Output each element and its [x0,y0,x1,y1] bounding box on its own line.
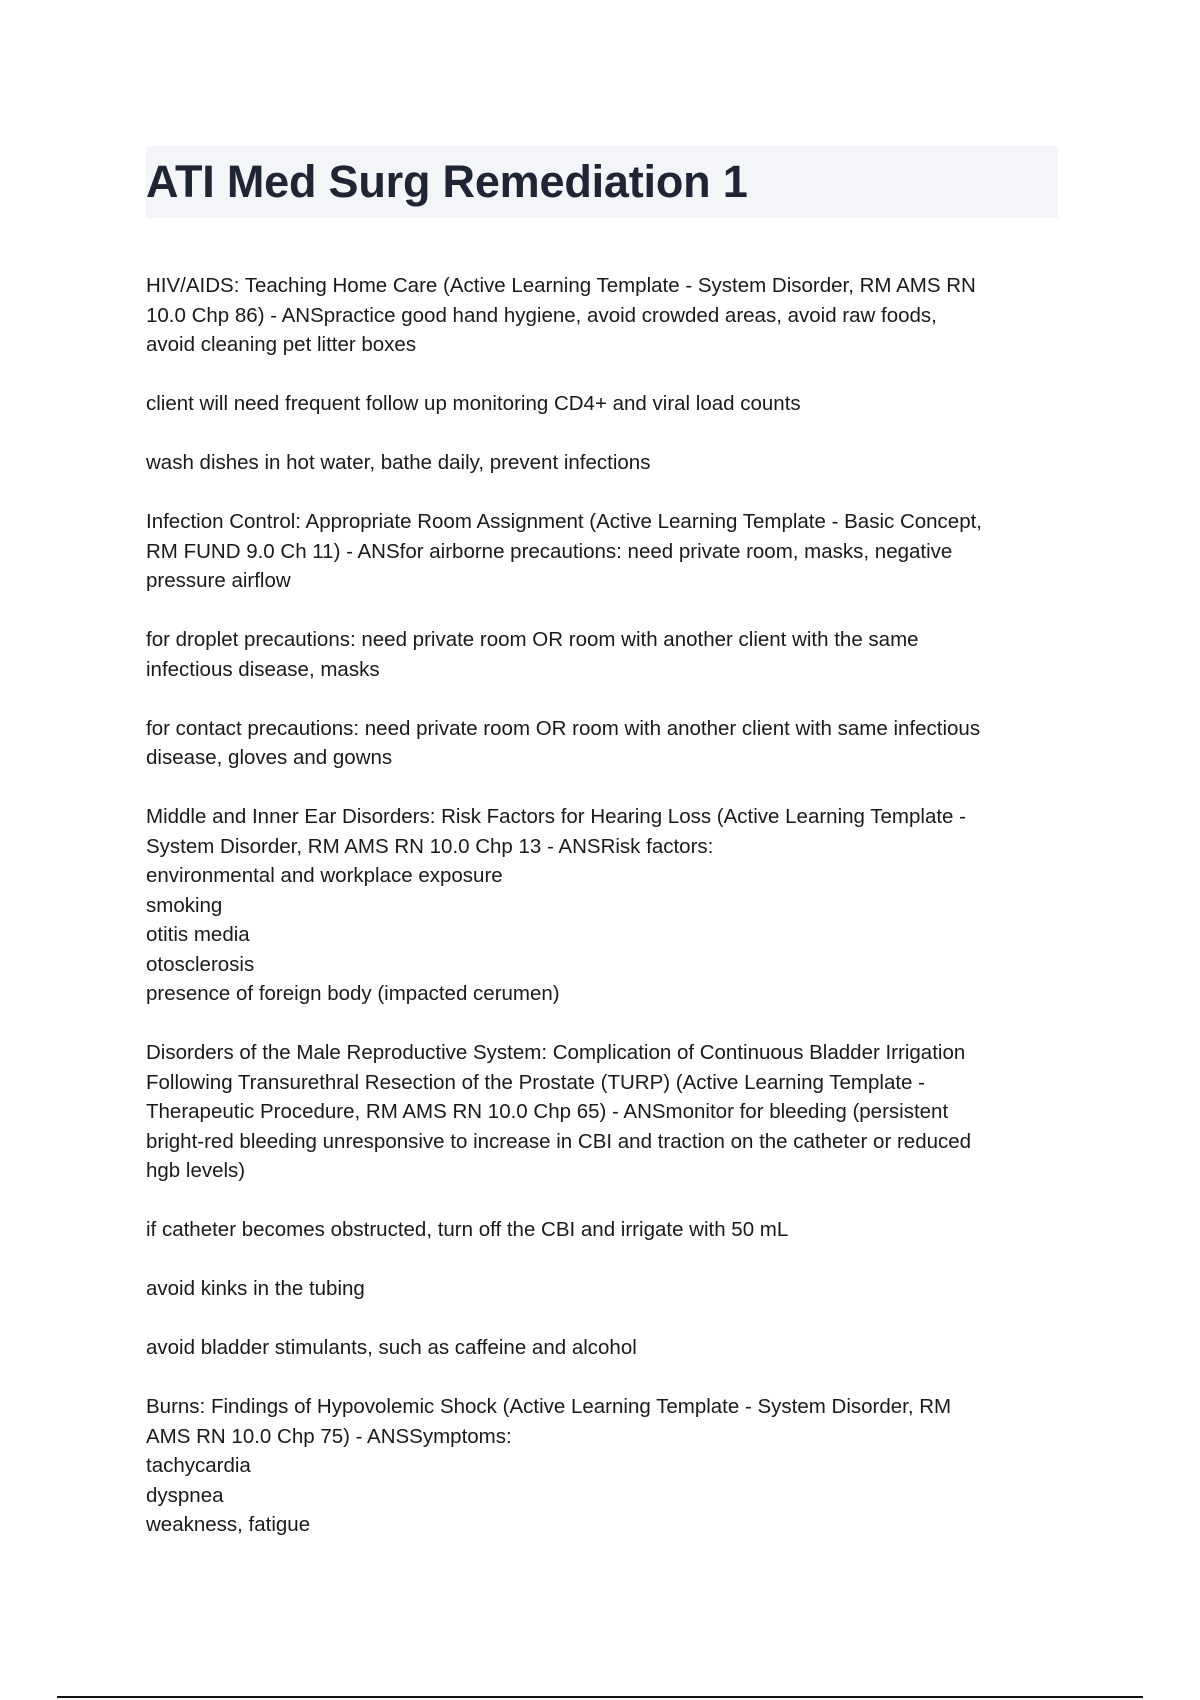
text-line: Therapeutic Procedure, RM AMS RN 10.0 Chp 65) - ANSmonitor for bleeding (persistent [146,1100,949,1123]
text-line: Middle and Inner Ear Disorders: Risk Factors for Hearing Loss (Active Learning Template - [146,805,966,828]
text-line: avoid bladder stimulants, such as caffeine and alcohol [146,1336,637,1359]
note-paragraph [146,1038,1066,1186]
page-title: ATI Med Surg Remediation 1 [146,156,748,207]
text-line: Infection Control: Appropriate Room Assignment (Active Learning Template - Basic Concept, [146,510,982,533]
text-line: wash dishes in hot water, bathe daily, prevent infections [146,451,651,474]
text-line: dyspnea [146,1483,224,1507]
text-line: RM FUND 9.0 Ch 11) - ANSfor airborne precautions: need private room, masks, negative [146,539,953,563]
text-line: otosclerosis [146,952,255,976]
text-line: otitis media [146,923,250,946]
text-line: disease, gloves and gowns [146,746,393,769]
text-line: for droplet precautions: need private room OR room with another client with the same [146,628,919,651]
text-line: bright-red bleeding unresponsive to increase in CBI and traction on the catheter or reduced [146,1129,972,1153]
note-paragraph [146,1274,1066,1304]
text-line: Following Transurethral Resection of the Prostate (TURP) (Active Learning Template - [146,1070,925,1094]
text-line: weakness, fatigue [146,1513,311,1536]
text-line: Burns: Findings of Hypovolemic Shock (Active Learning Template - System Disorder, RM [146,1395,952,1418]
note-paragraph [146,1333,1066,1363]
text-line: for contact precautions: need private room OR room with another client with same infectious [146,716,981,740]
text-line: HIV/AIDS: Teaching Home Care (Active Learning Template - System Disorder, RM AMS RN [146,274,976,297]
note-paragraph [146,1392,1066,1540]
text-line: pressure airflow [146,569,291,592]
text-line: 10.0 Chp 86) - ANSpractice good hand hygiene, avoid crowded areas, avoid raw foods, [146,303,937,327]
text-line: Disorders of the Male Reproductive System: Complication of Continuous Bladder Irrigation [146,1041,966,1064]
note-paragraph [146,448,1066,478]
text-line: environmental and workplace exposure [146,864,503,887]
note-paragraph [146,1215,1066,1245]
text-line: avoid kinks in the tubing [146,1277,365,1300]
text-line: AMS RN 10.0 Chp 75) - ANSSymptoms: [146,1424,512,1448]
note-paragraph [146,389,1066,419]
text-line: if catheter becomes obstructed, turn off the CBI and irrigate with 50 mL [146,1218,789,1241]
text-line: tachycardia [146,1454,251,1477]
text-line: infectious disease, masks [146,657,380,681]
text-line: hgb levels) [146,1159,246,1182]
text-line: avoid cleaning pet litter boxes [146,333,417,356]
text-line: System Disorder, RM AMS RN 10.0 Chp 13 - ANSRisk factors: [146,834,714,858]
text-line: smoking [146,893,223,917]
note-paragraph [146,625,1066,684]
note-paragraph [146,507,1066,596]
document-body [146,271,1066,1540]
page-bottom-rule [57,1696,1143,1698]
text-line: client will need frequent follow up monitoring CD4+ and viral load counts [146,392,801,415]
text-line: presence of foreign body (impacted cerumen) [146,982,560,1005]
note-paragraph [146,714,1066,773]
note-paragraph [146,802,1066,1009]
note-paragraph [146,271,1066,360]
